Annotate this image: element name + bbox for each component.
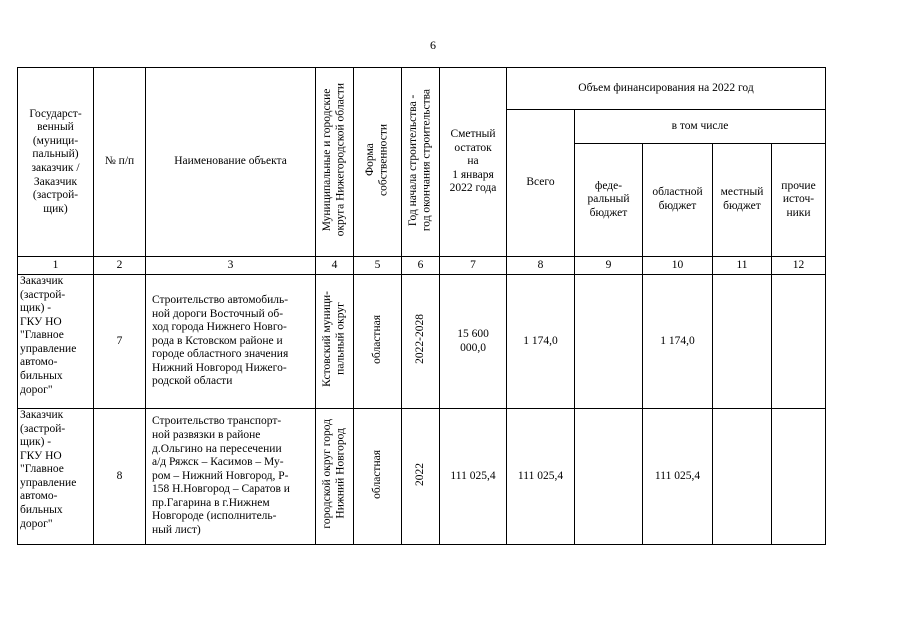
col-number: 12 — [772, 257, 826, 275]
table-row — [18, 409, 826, 545]
row-ownership: областная — [370, 449, 383, 499]
col-number: 1 — [18, 257, 94, 275]
col-number: 3 — [146, 257, 316, 275]
col-number: 4 — [316, 257, 354, 275]
financing-table — [17, 67, 826, 545]
row-ownership: областная — [370, 314, 383, 364]
row-federal — [575, 409, 643, 545]
row-municipality: Кстовский муници- пальный округ — [320, 291, 347, 388]
column-number-row — [18, 257, 826, 275]
table-row — [18, 275, 826, 409]
col-number: 5 — [354, 257, 402, 275]
row-estimated-balance: 15 600 000,0 — [440, 275, 507, 409]
row-years: 2022-2028 — [413, 314, 426, 365]
row-number: 7 — [94, 275, 146, 409]
page-number: 6 — [430, 38, 436, 52]
col-number: 10 — [643, 257, 713, 275]
row-regional: 111 025,4 — [643, 409, 713, 545]
row-regional: 1 174,0 — [643, 275, 713, 409]
row-years: 2022 — [413, 462, 426, 486]
row-total: 111 025,4 — [507, 409, 575, 545]
col-number: 6 — [402, 257, 440, 275]
header-other: прочие источ- ники — [772, 144, 826, 257]
row-object-name: Строительство транспорт- ной развязки в районе д.Ольгино на пересечении а/д Ряжск – Касимов – Му- ром – Нижний Новгород, Р- 158 Н.Новгород – Саратов и пр.Гагарина в г.Нижнем Новгороде (исполнитель- ный лист) — [146, 409, 316, 545]
header-total: Всего — [507, 110, 575, 257]
header-object-name: Наименование объекта — [146, 68, 316, 257]
col-number: 8 — [507, 257, 575, 275]
header-including: в том числе — [575, 110, 826, 144]
header-federal: феде- ральный бюджет — [575, 144, 643, 257]
row-total: 1 174,0 — [507, 275, 575, 409]
row-local — [713, 409, 772, 545]
row-other — [772, 409, 826, 545]
header-municipality: Муниципальные и городские округа Нижегородской области — [320, 83, 347, 237]
header-financing: Объем финансирования на 2022 год — [507, 68, 826, 110]
row-customer: Заказчик (застрой- щик) - ГКУ НО "Главное управление автомо- бильных дорог" — [18, 275, 94, 409]
header-local: местный бюджет — [713, 144, 772, 257]
header-regional: областной бюджет — [643, 144, 713, 257]
row-number: 8 — [94, 409, 146, 545]
row-municipality: городской округ город Нижний Новгород — [320, 419, 347, 529]
header-ownership: Форма собственности — [363, 123, 390, 196]
header-row-number: № п/п — [94, 68, 146, 257]
row-object-name: Строительство автомобиль- ной дороги Восточный об- ход города Нижнего Новго- рода в Кстовском районе и городе областного значения Нижний Новгород Нижего- родской области — [146, 275, 316, 409]
col-number: 11 — [713, 257, 772, 275]
row-other — [772, 275, 826, 409]
row-customer: Заказчик (застрой- щик) - ГКУ НО "Главное управление автомо- бильных дорог" — [18, 409, 94, 545]
col-number: 9 — [575, 257, 643, 275]
header-customer: Государст- венный (муници- пальный) заказчик / Заказчик (застрой- щик) — [18, 68, 94, 257]
row-local — [713, 275, 772, 409]
row-estimated-balance: 111 025,4 — [440, 409, 507, 545]
header-years: Год начала строительства - год окончания строительства — [406, 88, 433, 231]
header-estimated-balance: Сметный остаток на 1 января 2022 года — [440, 68, 507, 257]
col-number: 2 — [94, 257, 146, 275]
row-federal — [575, 275, 643, 409]
col-number: 7 — [440, 257, 507, 275]
